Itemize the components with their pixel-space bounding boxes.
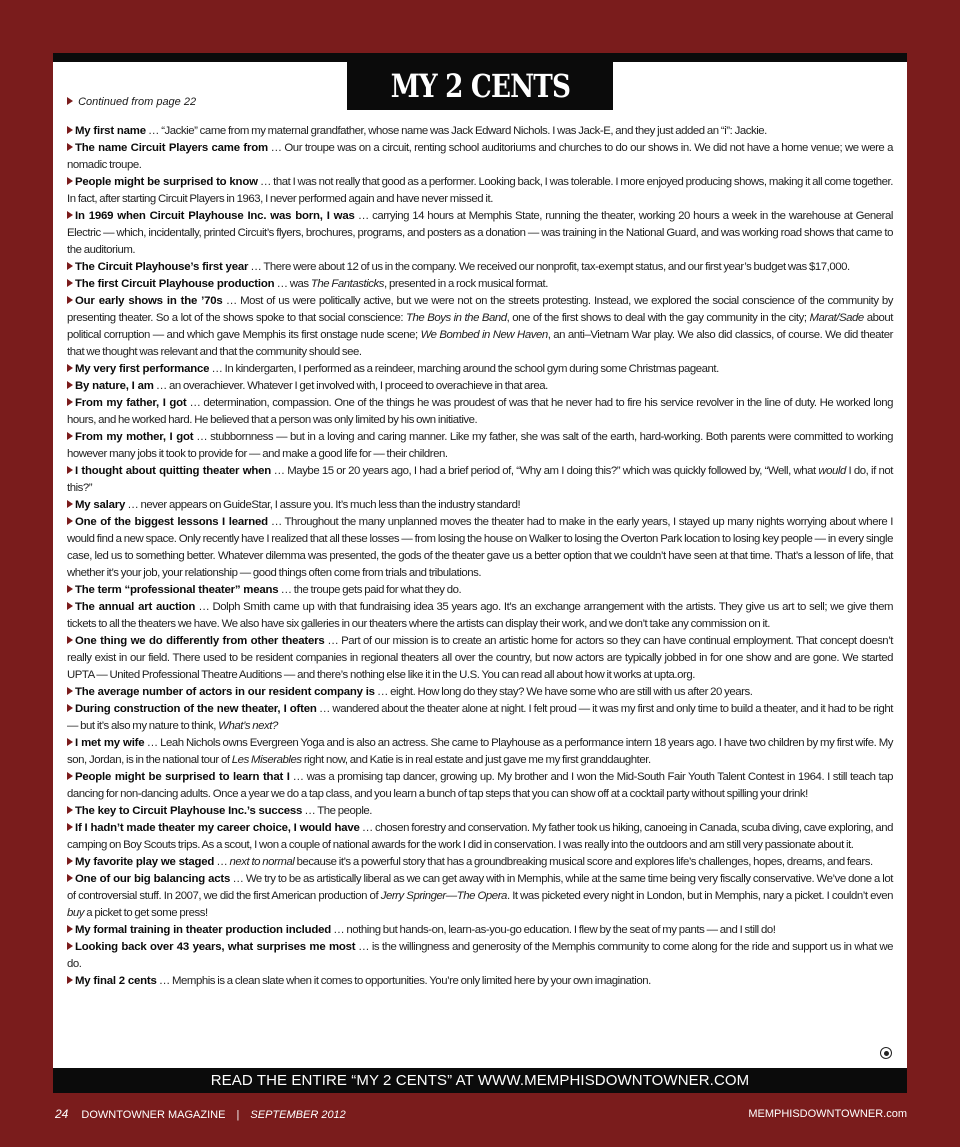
qa-paragraph: [67, 497, 893, 514]
qa-paragraph: [67, 973, 893, 990]
italic-title: buy: [67, 907, 85, 919]
italic-title: We Bombed in New Haven: [420, 329, 548, 341]
question-lead: From my father, I got: [75, 397, 187, 409]
answer-text: … In kindergarten, I performed as a reindeer, marching around the school gym during some Christmas pageant.: [209, 363, 719, 375]
answer-text: … Our troupe was on a circuit, renting school auditoriums and churches to do our shows in. We did not have a home venue; we were a nomadic troupe.: [67, 142, 893, 171]
qa-paragraph: [67, 820, 893, 854]
answer-text: , an anti–Vietnam War play. We also did classics, of course. We did theater that we thought was relevant and that the community should see.: [67, 329, 893, 358]
question-lead: One of our big balancing acts: [75, 873, 231, 885]
qa-paragraph: [67, 769, 893, 803]
question-lead: My very first performance: [75, 363, 210, 375]
bullet-arrow-icon: [67, 296, 73, 304]
answer-text: … the troupe gets paid for what they do.: [278, 584, 462, 596]
answer-text: … an overachiever. Whatever I get involved with, I proceed to overachieve in that area.: [153, 380, 548, 392]
answer-text: … Leah Nichols owns Evergreen Yoga and is also an actress. She came to Playhouse as a performance intern 18 years ago. I have two children by my first wife. My son, Jordan, is in the national tour of: [67, 737, 894, 766]
question-lead: The Circuit Playhouse’s first year: [75, 261, 249, 273]
answer-text: … chosen forestry and conservation. My father took us hiking, canoeing in Canada, scuba diving, cave exploring, and camping on Boy Scouts trips. As a scout, I won a couple of national awards for the work I did in conservation. I was really into the outdoors and am still very passionate about it.: [67, 822, 893, 851]
qa-paragraph: [67, 684, 893, 701]
italic-title: Jerry Springer—The Opera: [380, 890, 507, 902]
answer-text: … was: [274, 278, 311, 290]
qa-paragraph: [67, 429, 893, 463]
answer-text: … that I was not really that good as a performer. Looking back, I was tolerable. I more enjoyed producing shows, making it all come together. In fact, after starting Circuit Players in 1963, I never performed again and have never missed it.: [67, 176, 893, 205]
answer-text: … Part of our mission is to create an artistic home for actors so they can have continual employment. That concept doesn’t really exist in our field. There used to be resident companies in regional theaters all over the country, but now actors are typically jobbed in for one show and are gone. We started UPTA — United Professional Theatre Auditions — and there’s nothing else like it in the U.S. You can read all about how it works at upta.org.: [67, 635, 893, 681]
italic-title: Marat/Sade: [809, 312, 864, 324]
footer-website[interactable]: MEMPHISDOWNTOWNER.com: [748, 1108, 907, 1120]
answer-text: … The people.: [302, 805, 373, 817]
question-lead: My favorite play we staged: [75, 856, 215, 868]
answer-text: about political corruption — and which gave Memphis its first onstage nude scene;: [67, 312, 893, 341]
answer-text: , presented in a rock musical format.: [384, 278, 548, 290]
answer-text: . It was picketed every night in London, but in Memphis, nary a picket. I couldn’t even: [506, 890, 893, 902]
bullet-arrow-icon: [67, 177, 73, 185]
question-lead: People might be surprised to learn that I: [75, 771, 290, 783]
qa-paragraph: [67, 276, 893, 293]
qa-paragraph: [67, 871, 893, 922]
issue-date: SEPTEMBER 2012: [250, 1109, 346, 1121]
column-title-box: [347, 62, 613, 110]
qa-paragraph: [67, 633, 893, 684]
answer-text: …: [214, 856, 230, 868]
qa-article: [67, 123, 893, 990]
continued-label: Continued from page 22: [78, 96, 197, 108]
answer-text: … never appears on GuideStar, I assure you. It’s much less than the industry standard!: [125, 499, 521, 511]
bullet-arrow-icon: [67, 704, 73, 712]
bullet-arrow-icon: [67, 636, 73, 644]
question-lead: One of the biggest lessons I learned: [75, 516, 268, 528]
answer-text: I do, if not this?”: [67, 465, 893, 494]
answer-text: … There were about 12 of us in the company. We received our nonprofit, tax-exempt status, and our first year’s budget was $17,000.: [248, 261, 850, 273]
bullet-arrow-icon: [67, 942, 73, 950]
answer-text: … “Jackie” came from my maternal grandfather, whose name was Jack Edward Nichols. I was Jack-E, and they just added an “i”: Jackie.: [145, 125, 767, 137]
answer-text: … We try to be as artistically liberal as we can get away with in Memphis, while at the same time being very fiscally conservative. We’ve done a lot of controversial stuff. In 2007, we did the first American production of: [67, 873, 893, 902]
page-number: 24: [55, 1107, 69, 1121]
footer-left: [55, 1107, 346, 1121]
bullet-arrow-icon: [67, 211, 73, 219]
qa-paragraph: [67, 378, 893, 395]
bullet-arrow-icon: [67, 976, 73, 984]
top-border-bar: [53, 53, 907, 62]
qa-paragraph: [67, 854, 893, 871]
question-lead: The name Circuit Players came from: [75, 142, 268, 154]
italic-title: The Boys in the Band: [406, 312, 507, 324]
bullet-arrow-icon: [67, 126, 73, 134]
bullet-arrow-icon: [67, 381, 73, 389]
qa-paragraph: [67, 922, 893, 939]
answer-text: right now, and Katie is in real estate and just gave me my first granddaughter.: [301, 754, 651, 766]
bullet-arrow-icon: [67, 432, 73, 440]
bullet-arrow-icon: [67, 466, 73, 474]
answer-text: … Throughout the many unplanned moves the theater had to make in the early years, I stayed up many nights worrying about where I would find a new space. Only recently have I realized that all these losses — from losing the house on Walker to losing the Overton Park location to losing key people — in every single case, led us to something better. Whatever dilemma was presented, the gods of the theater gave us a better option that we couldn’t have seen at that time. That’s a lesson of life, that whether it’s your job, your relationship — good things often come from trials and tribulations.: [67, 516, 893, 579]
qa-paragraph: [67, 361, 893, 378]
qa-paragraph: [67, 395, 893, 429]
italic-title: The Fantasticks: [310, 278, 385, 290]
bullet-arrow-icon: [67, 925, 73, 933]
answer-text: , one of the first shows to deal with the gay community in the city;: [506, 312, 810, 324]
question-lead: The term “professional theater” means: [75, 584, 279, 596]
question-lead: My salary: [75, 499, 126, 511]
bullet-arrow-icon: [67, 364, 73, 372]
bullet-arrow-icon: [67, 687, 73, 695]
footer-separator: |: [236, 1109, 240, 1121]
qa-paragraph: [67, 582, 893, 599]
answer-text: … is the willingness and generosity of the Memphis community to come along for the ride and support us in what we do.: [67, 941, 893, 970]
question-lead: People might be surprised to know: [75, 176, 258, 188]
publication-name: DOWNTOWNER MAGAZINE: [81, 1109, 226, 1121]
qa-paragraph: [67, 123, 893, 140]
read-more-banner[interactable]: [53, 1068, 907, 1093]
question-lead: The first Circuit Playhouse production: [75, 278, 275, 290]
question-lead: The key to Circuit Playhouse Inc.’s success: [75, 805, 303, 817]
bullet-arrow-icon: [67, 806, 73, 814]
question-lead: One thing we do differently from other theaters: [75, 635, 325, 647]
continued-note: [67, 96, 196, 108]
qa-paragraph: [67, 174, 893, 208]
answer-text: … wandered about the theater alone at night. I felt proud — it was my first and only time to build a theater, and it had to be right — but it’s also my nature to think,: [67, 703, 894, 732]
answer-text: … determination, compassion. One of the things he was proudest of was that he never had to fire his service revolver in the line of duty. He worked long hours, and he worked hard. He believed that a person was only limited by his own initiative.: [67, 397, 893, 426]
answer-text: … was a promising tap dancer, growing up. My brother and I won the Mid-South Fair Youth Talent Contest in 1964. I still teach tap dancing for non-dancing adults. Once a year we do a tap class, and you learn a bunch of tap steps that you can show off at a cocktail party without spilling your drink!: [67, 771, 893, 800]
question-lead: The average number of actors in our resident company is: [75, 686, 375, 698]
read-more-link[interactable]: READ THE ENTIRE “MY 2 CENTS” AT WWW.MEMPHISDOWNTOWNER.COM: [210, 1072, 750, 1089]
question-lead: My formal training in theater production included: [75, 924, 331, 936]
answer-text: … stubbornness — but in a loving and caring manner. Like my father, she was salt of the earth, hard-working. Both parents were committed to working however many jobs it took to provide for — and make a good life for — their children.: [67, 431, 893, 460]
bullet-arrow-icon: [67, 398, 73, 406]
qa-paragraph: [67, 514, 893, 582]
end-of-article-icon: [880, 1047, 892, 1059]
bullet-arrow-icon: [67, 517, 73, 525]
qa-paragraph: [67, 939, 893, 973]
question-lead: By nature, I am: [75, 380, 154, 392]
question-lead: I thought about quitting theater when: [75, 465, 272, 477]
bullet-arrow-icon: [67, 500, 73, 508]
question-lead: The annual art auction: [75, 601, 196, 613]
qa-paragraph: [67, 293, 893, 361]
bullet-arrow-icon: [67, 823, 73, 831]
italic-title: next to normal: [229, 856, 295, 868]
bullet-arrow-icon: [67, 262, 73, 270]
question-lead: If I hadn’t made theater my career choice, I would have: [75, 822, 360, 834]
question-lead: From my mother, I got: [75, 431, 194, 443]
bullet-arrow-icon: [67, 772, 73, 780]
qa-paragraph: [67, 463, 893, 497]
bullet-arrow-icon: [67, 738, 73, 746]
qa-paragraph: [67, 259, 893, 276]
bullet-arrow-icon: [67, 874, 73, 882]
question-lead: My final 2 cents: [75, 975, 157, 987]
bullet-arrow-icon: [67, 97, 73, 105]
answer-text: … Most of us were politically active, but we were not on the streets protesting. Instead, we explored the social conscience of the community by presenting theater. So a lot of the shows spoke to that social conscience:: [67, 295, 893, 324]
question-lead: Looking back over 43 years, what surprises me most: [75, 941, 356, 953]
question-lead: I met my wife: [75, 737, 145, 749]
bullet-arrow-icon: [67, 143, 73, 151]
bullet-arrow-icon: [67, 602, 73, 610]
italic-title: Les Miserables: [231, 754, 302, 766]
qa-paragraph: [67, 803, 893, 820]
qa-paragraph: [67, 599, 893, 633]
qa-paragraph: [67, 701, 893, 735]
bullet-arrow-icon: [67, 279, 73, 287]
answer-text: a picket to get some press!: [84, 907, 208, 919]
question-lead: During construction of the new theater, I often: [75, 703, 317, 715]
qa-paragraph: [67, 208, 893, 259]
question-lead: My first name: [75, 125, 146, 137]
answer-text: … nothing but hands-on, learn-as-you-go education. I flew by the seat of my pants — and I still do!: [331, 924, 776, 936]
answer-text: … Memphis is a clean slate when it comes to opportunities. You’re only limited here by your own imagination.: [156, 975, 651, 987]
answer-text: … Dolph Smith came up with that fundraising idea 35 years ago. It’s an exchange arrangement with the artists. They give us art to sell; we give them tickets to all the theaters we have. We also have six galleries in our theaters where the artists can display their work, and we don’t take any commission on it.: [67, 601, 893, 630]
italic-title: would: [818, 465, 846, 477]
italic-title: What’s next?: [218, 720, 278, 732]
bullet-arrow-icon: [67, 585, 73, 593]
answer-text: … Maybe 15 or 20 years ago, I had a brief period of, “Why am I doing this?” which was quickly followed by, “Well, what: [271, 465, 819, 477]
question-lead: Our early shows in the ’70s: [75, 295, 223, 307]
qa-paragraph: [67, 735, 893, 769]
answer-text: … eight. How long do they stay? We have some who are still with us after 20 years.: [374, 686, 753, 698]
bullet-arrow-icon: [67, 857, 73, 865]
question-lead: In 1969 when Circuit Playhouse Inc. was born, I was: [75, 210, 355, 222]
answer-text: … carrying 14 hours at Memphis State, running the theater, working 20 hours a week in the warehouse at General Electric — which, incidentally, printed Circuit’s flyers, brochures, programs, and posters as a donation — was training in the National Guard, and was working road shows that came to the auditorium.: [67, 210, 893, 256]
answer-text: because it’s a powerful story that has a groundbreaking musical score and explores life’s challenges, hopes, dreams, and fears.: [294, 856, 873, 868]
column-title: MY 2 CENTS: [390, 67, 570, 105]
qa-paragraph: [67, 140, 893, 174]
